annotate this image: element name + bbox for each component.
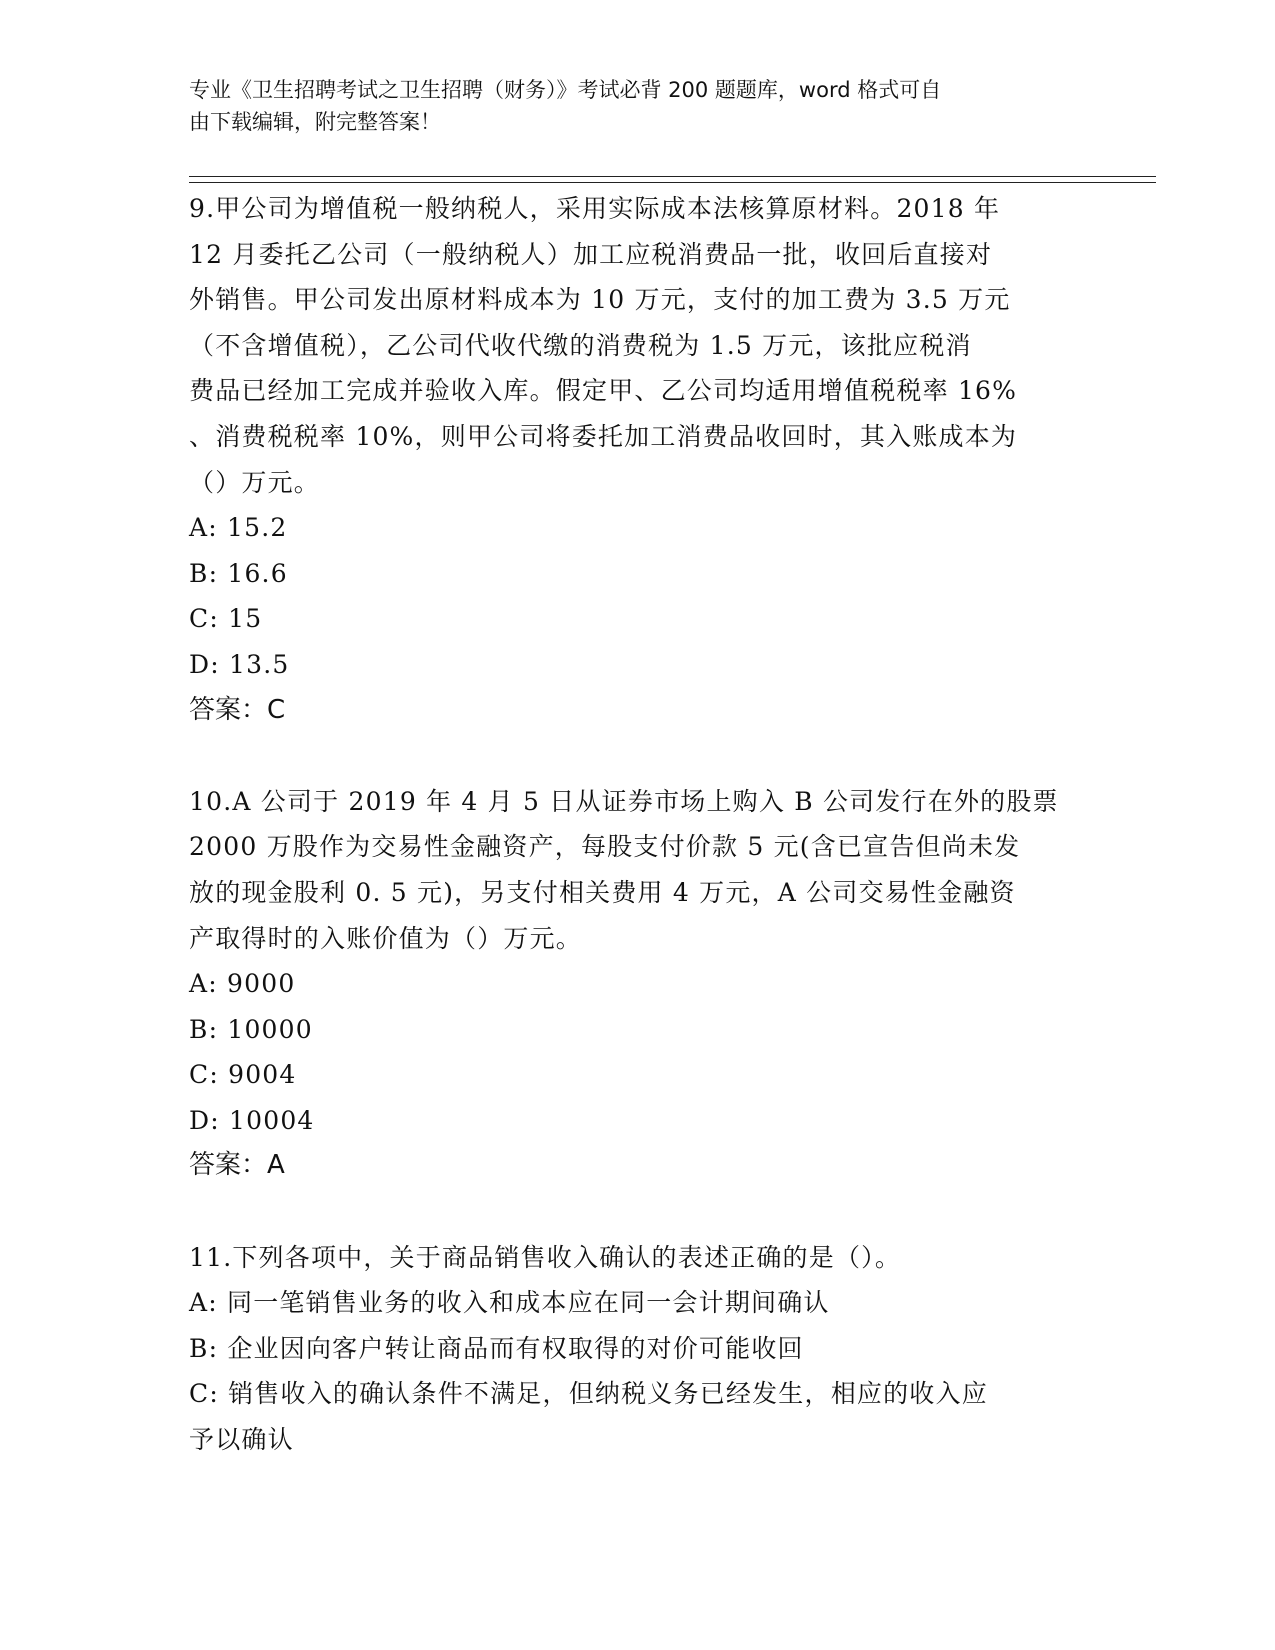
option-a: A: 同一笔销售业务的收入和成本应在同一会计期间确认: [189, 1288, 830, 1318]
option-c: C: 9004: [189, 1060, 297, 1090]
stem-line: 2000 万股作为交易性金融资产，每股支付价款 5 元(含已宣告但尚未发: [189, 832, 1021, 862]
question-9: [189, 186, 1089, 733]
stem-line: 9.甲公司为增值税一般纳税人，采用实际成本法核算原材料。2018 年: [189, 194, 1001, 223]
header-divider-thick: [189, 176, 1156, 177]
question-stem: [189, 1235, 1089, 1281]
answer-text: 答案：C: [189, 694, 286, 725]
header-line: 由下载编辑，附完整答案！: [189, 110, 441, 134]
option-a: A: 15.2: [189, 513, 288, 543]
option-b: B: 企业因向客户转让商品而有权取得的对价可能收回: [189, 1333, 804, 1363]
stem-line: 外销售。甲公司发出原材料成本为 10 万元，支付的加工费为 3.5 万元: [189, 285, 1011, 315]
question-10: [189, 779, 1089, 1189]
question-spacer: [189, 1189, 1089, 1235]
stem-line: 费品已经加工完成并验收入库。假定甲、乙公司均适用增值税税率 16%: [189, 376, 1018, 406]
header-divider-thin: [189, 182, 1156, 183]
option-d: D: 13.5: [189, 649, 290, 679]
option-d: D: 10004: [189, 1105, 315, 1135]
stem-line: （）万元。: [189, 467, 321, 497]
question-11: [189, 1235, 1089, 1463]
stem-line: 、消费税税率 10%，则甲公司将委托加工消费品收回时，其入账成本为: [189, 421, 1018, 451]
question-stem: [189, 186, 1089, 505]
stem-line: 产取得时的入账价值为（）万元。: [189, 923, 583, 953]
option-b: B: 10000: [189, 1014, 313, 1044]
document-header: [189, 74, 1069, 138]
stem-line: （不含增值税），乙公司代收代缴的消费税为 1.5 万元，该批应税消: [189, 330, 972, 360]
answer-text: 答案：A: [189, 1150, 285, 1181]
option-a: A: 9000: [189, 969, 296, 999]
option-b: B: 16.6: [189, 558, 288, 588]
question-stem: [189, 779, 1089, 961]
header-line: 专业《卫生招聘考试之卫生招聘（财务）》考试必背 200 题题库，word 格式可自: [189, 78, 942, 102]
question-list: [189, 186, 1089, 1463]
option-c: C: 销售收入的确认条件不满足，但纳税义务已经发生，相应的收入应: [189, 1379, 988, 1409]
stem-line: 放的现金股利 0. 5 元)，另支付相关费用 4 万元，A 公司交易性金融资: [189, 877, 1016, 907]
stem-line: 10.A 公司于 2019 年 4 月 5 日从证券市场上购入 B 公司发行在外的股票: [189, 786, 1059, 816]
option-c: C: 15: [189, 604, 263, 634]
option-c-continued: 予以确认: [189, 1425, 294, 1455]
stem-line: 11.下列各项中，关于商品销售收入确认的表述正确的是（）。: [189, 1242, 902, 1272]
question-spacer: [189, 733, 1089, 779]
stem-line: 12 月委托乙公司（一般纳税人）加工应税消费品一批，收回后直接对: [189, 239, 993, 269]
